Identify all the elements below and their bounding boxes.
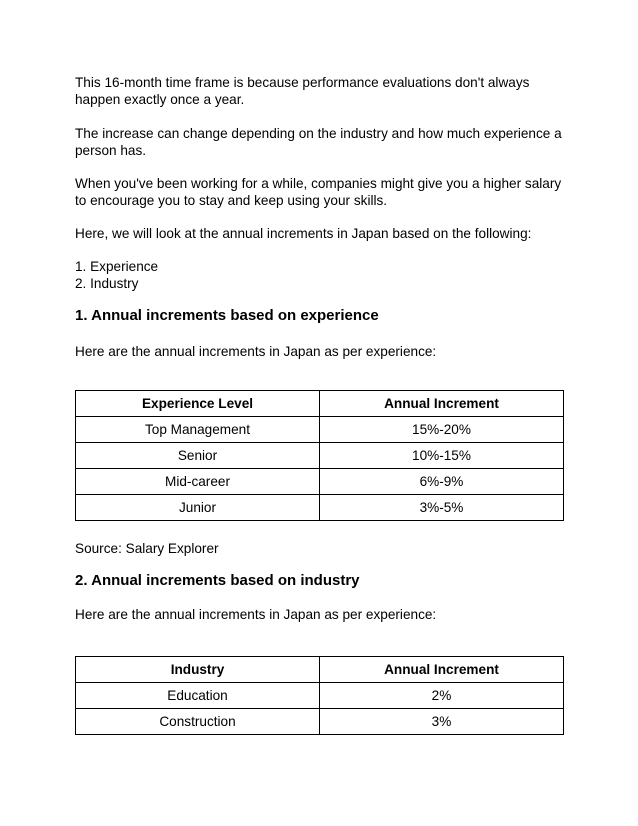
section2-intro: Here are the annual increments in Japan as per experience:	[75, 607, 437, 622]
table-header-cell: Industry	[76, 657, 320, 683]
table-cell: Construction	[76, 709, 320, 735]
table-header-cell: Experience Level	[76, 391, 320, 417]
table-cell: Mid-career	[76, 469, 320, 495]
table-header-cell: Annual Increment	[320, 657, 564, 683]
table-header-row	[76, 657, 564, 683]
table-row	[76, 683, 564, 709]
industry-table	[75, 656, 564, 735]
table-row	[76, 495, 564, 521]
section1-intro: Here are the annual increments in Japan as per experience:	[75, 344, 437, 359]
table-row	[76, 709, 564, 735]
table-cell: 3%	[320, 709, 564, 735]
source-note: Source: Salary Explorer	[75, 541, 219, 556]
table-cell: Education	[76, 683, 320, 709]
table-row	[76, 417, 564, 443]
experience-table	[75, 390, 564, 521]
table-row	[76, 443, 564, 469]
list-item-industry: 2. Industry	[75, 276, 139, 291]
table-cell: 2%	[320, 683, 564, 709]
section2-heading: 2. Annual increments based on industry	[75, 572, 360, 589]
table-cell: 3%-5%	[320, 495, 564, 521]
table-cell: Junior	[76, 495, 320, 521]
paragraph-increase-varies: The increase can change depending on the industry and how much experience a person has.	[75, 126, 562, 158]
table-header-row	[76, 391, 564, 417]
table-cell: 6%-9%	[320, 469, 564, 495]
table-header-cell: Annual Increment	[320, 391, 564, 417]
paragraph-time-frame: This 16-month time frame is because performance evaluations don't always happen exactly once a year.	[75, 75, 530, 107]
table-cell: Top Management	[76, 417, 320, 443]
paragraph-higher-salary: When you've been working for a while, companies might give you a higher salary to encourage you to stay and keep using your skills.	[75, 176, 562, 208]
section1-heading: 1. Annual increments based on experience	[75, 307, 379, 324]
table-row	[76, 469, 564, 495]
table-cell: 15%-20%	[320, 417, 564, 443]
table-cell: Senior	[76, 443, 320, 469]
paragraph-here-we-look: Here, we will look at the annual increments in Japan based on the following:	[75, 226, 532, 241]
list-item-experience: 1. Experience	[75, 259, 159, 274]
table-cell: 10%-15%	[320, 443, 564, 469]
